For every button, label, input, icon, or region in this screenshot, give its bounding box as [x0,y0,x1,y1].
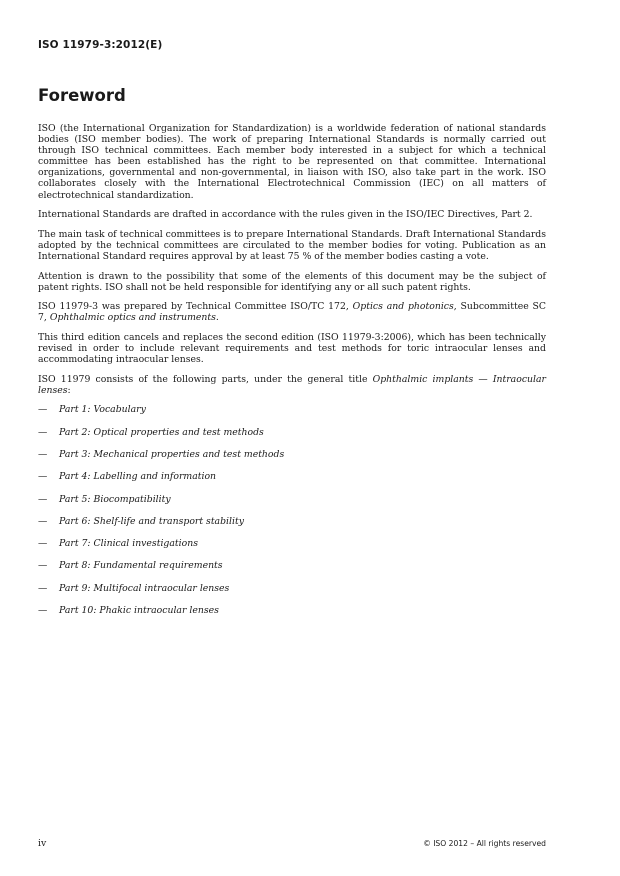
paragraph-edition-info: This third edition cancels and replaces the second edition (ISO 11979-3:2006), which has been technically revised in order to include relevant requirements and test methods for toric intraocular lenses and accommodating intraocular lenses. [38,331,546,366]
prepared-by-text-c: , Subcommittee SC 7, [38,301,546,324]
paragraph-patent-rights: Attention is drawn to the possibility that some of the elements of this document may be the subject of patent rights. ISO shall not be held responsible for identifying any or all such patent rights. [38,270,546,293]
prepared-by-committee-title: Optics and photonics [352,301,454,313]
list-dash: — [38,404,48,416]
part-title: Part 7: Clinical investigations [59,538,198,550]
part-title: Part 2: Optical properties and test methods [59,426,264,438]
list-dash: — [38,538,48,550]
list-dash: — [38,493,48,505]
list-item [38,494,546,505]
part-title: Part 4: Labelling and information [59,471,217,483]
list-dash: — [38,426,48,438]
paragraph-prepared-by [38,301,546,323]
paragraph-parts-intro [38,374,546,396]
parts-intro-text-a: ISO 11979 consists of the following parts, under the general title [38,373,373,385]
part-title: Part 8: Fundamental requirements [59,560,223,572]
part-title: Part 10: Phakic intraocular lenses [59,604,219,616]
prepared-by-subcommittee-title: Ophthalmic optics and instruments [49,312,216,324]
list-dash: — [38,560,48,572]
prepared-by-text-e: . [215,312,219,324]
list-item [38,583,546,594]
parts-general-title: Ophthalmic implants — Intraocular lenses [38,373,546,396]
list-item [38,538,546,549]
list-item [38,404,546,415]
copyright-notice: © ISO 2012 – All rights reserved [423,839,546,848]
list-item [38,516,546,527]
list-dash: — [38,471,48,483]
page-title: Foreword [38,86,126,105]
list-item [38,560,546,571]
list-dash: — [38,604,48,616]
parts-list [38,404,546,616]
part-title: Part 5: Biocompatibility [59,493,171,505]
paragraph-committee-task: The main task of technical committees is to prepare International Standards. Draft International Standards adopted by the technical committees are circulated to the member bodies for voting. Publication as an International Standard requires approval by at least 75 % of the member bodies casting a vote. [38,228,546,262]
list-dash: — [38,582,48,594]
part-title: Part 9: Multifocal intraocular lenses [59,582,230,594]
part-title: Part 1: Vocabulary [59,404,146,416]
list-dash: — [38,515,48,527]
list-item [38,427,546,438]
list-item [38,471,546,482]
foreword-body [38,123,546,627]
document-id-header: ISO 11979-3:2012(E) [38,39,163,51]
parts-intro-text-c: : [67,384,71,396]
part-title: Part 6: Shelf-life and transport stability [59,515,244,527]
part-title: Part 3: Mechanical properties and test methods [59,448,285,460]
list-item [38,605,546,616]
prepared-by-text-a: ISO 11979-3 was prepared by Technical Committee ISO/TC 172, [38,301,353,313]
paragraph-drafting-rules: International Standards are drafted in accordance with the rules given in the ISO/IEC Directives, Part 2. [38,209,533,221]
list-item [38,449,546,460]
list-dash: — [38,448,48,460]
paragraph-iso-description: ISO (the International Organization for Standardization) is a worldwide federation of national standards bodies (ISO member bodies). The work of preparing International Standards is normally carried out through ISO technical committees. Each member body interested in a subject for which a technical committee has been established has the right to be represented on that committee. International organizations, governmental and non-governmental, in liaison with ISO, also take part in the work. ISO collaborates closely with the International Electrotechnical Commission (IEC) on all matters of electrotechnical standardization. [38,123,546,201]
page-number: iv [38,838,47,849]
